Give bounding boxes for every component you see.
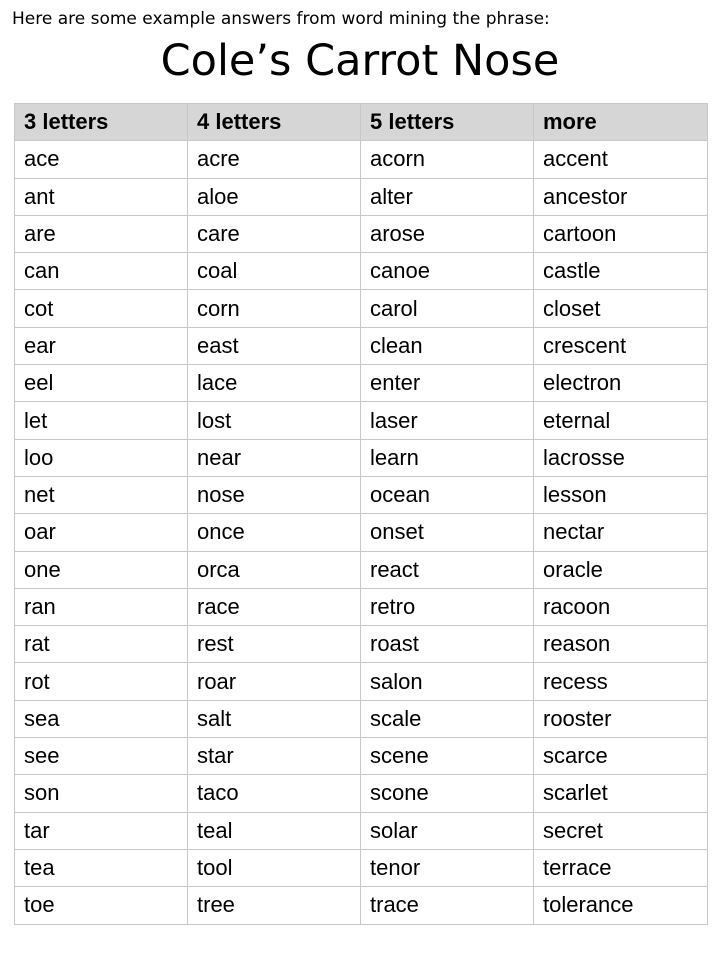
table-cell: reason bbox=[534, 626, 708, 663]
table-cell: aloe bbox=[188, 178, 361, 215]
table-header-row bbox=[15, 104, 708, 141]
table-cell: ant bbox=[15, 178, 188, 215]
table-cell: cartoon bbox=[534, 215, 708, 252]
table-cell: sea bbox=[15, 700, 188, 737]
table-row bbox=[15, 700, 708, 737]
table-cell: trace bbox=[361, 887, 534, 924]
word-table bbox=[14, 103, 708, 925]
table-cell: net bbox=[15, 476, 188, 513]
table-cell: scone bbox=[361, 775, 534, 812]
table-cell: arose bbox=[361, 215, 534, 252]
table-cell: toe bbox=[15, 887, 188, 924]
table-cell: rat bbox=[15, 626, 188, 663]
table-row bbox=[15, 551, 708, 588]
table-cell: tool bbox=[188, 849, 361, 886]
table-cell: let bbox=[15, 402, 188, 439]
table-cell: taco bbox=[188, 775, 361, 812]
table-row bbox=[15, 849, 708, 886]
table-cell: solar bbox=[361, 812, 534, 849]
table-cell: ace bbox=[15, 141, 188, 178]
table-cell: scarce bbox=[534, 738, 708, 775]
table-row bbox=[15, 365, 708, 402]
table-body bbox=[15, 141, 708, 924]
table-cell: coal bbox=[188, 253, 361, 290]
table-cell: tar bbox=[15, 812, 188, 849]
table-cell: tolerance bbox=[534, 887, 708, 924]
table-row bbox=[15, 514, 708, 551]
table-cell: tenor bbox=[361, 849, 534, 886]
table-cell: cot bbox=[15, 290, 188, 327]
table-cell: learn bbox=[361, 439, 534, 476]
table-cell: roast bbox=[361, 626, 534, 663]
table-cell: star bbox=[188, 738, 361, 775]
table-cell: scarlet bbox=[534, 775, 708, 812]
table-cell: nose bbox=[188, 476, 361, 513]
table-cell: lace bbox=[188, 365, 361, 402]
page-title: Cole’s Carrot Nose bbox=[160, 36, 560, 86]
table-cell: acre bbox=[188, 141, 361, 178]
table-cell: are bbox=[15, 215, 188, 252]
table-cell: canoe bbox=[361, 253, 534, 290]
table-row bbox=[15, 812, 708, 849]
table-cell: react bbox=[361, 551, 534, 588]
table-row bbox=[15, 178, 708, 215]
table-cell: nectar bbox=[534, 514, 708, 551]
table-cell: scale bbox=[361, 700, 534, 737]
table-cell: roar bbox=[188, 663, 361, 700]
col-4-letters-header: 4 letters bbox=[188, 104, 361, 141]
table-cell: acorn bbox=[361, 141, 534, 178]
table-cell: laser bbox=[361, 402, 534, 439]
col-more-header: more bbox=[534, 104, 708, 141]
table-row bbox=[15, 327, 708, 364]
table-cell: salon bbox=[361, 663, 534, 700]
table-row bbox=[15, 588, 708, 625]
table-cell: orca bbox=[188, 551, 361, 588]
table-cell: ear bbox=[15, 327, 188, 364]
table-cell: onset bbox=[361, 514, 534, 551]
table-cell: near bbox=[188, 439, 361, 476]
table-cell: crescent bbox=[534, 327, 708, 364]
table-cell: lacrosse bbox=[534, 439, 708, 476]
table-cell: enter bbox=[361, 365, 534, 402]
table-cell: can bbox=[15, 253, 188, 290]
table-cell: terrace bbox=[534, 849, 708, 886]
table-row bbox=[15, 439, 708, 476]
table-row bbox=[15, 141, 708, 178]
col-3-letters-header: 3 letters bbox=[15, 104, 188, 141]
table-row bbox=[15, 290, 708, 327]
table-cell: lost bbox=[188, 402, 361, 439]
table-cell: eel bbox=[15, 365, 188, 402]
table-cell: care bbox=[188, 215, 361, 252]
table-cell: electron bbox=[534, 365, 708, 402]
table-cell: recess bbox=[534, 663, 708, 700]
table-cell: oracle bbox=[534, 551, 708, 588]
table-cell: clean bbox=[361, 327, 534, 364]
table-cell: eternal bbox=[534, 402, 708, 439]
col-5-letters-header: 5 letters bbox=[361, 104, 534, 141]
table-cell: closet bbox=[534, 290, 708, 327]
table-cell: tree bbox=[188, 887, 361, 924]
table-cell: retro bbox=[361, 588, 534, 625]
table-row bbox=[15, 738, 708, 775]
table-cell: once bbox=[188, 514, 361, 551]
intro-text: Here are some example answers from word mining the phrase: bbox=[12, 9, 550, 29]
table-cell: son bbox=[15, 775, 188, 812]
table-cell: teal bbox=[188, 812, 361, 849]
table-row bbox=[15, 775, 708, 812]
table-cell: tea bbox=[15, 849, 188, 886]
table-cell: corn bbox=[188, 290, 361, 327]
table-cell: castle bbox=[534, 253, 708, 290]
table-cell: salt bbox=[188, 700, 361, 737]
table-row bbox=[15, 215, 708, 252]
table-cell: rest bbox=[188, 626, 361, 663]
table-cell: alter bbox=[361, 178, 534, 215]
table-row bbox=[15, 663, 708, 700]
table-cell: secret bbox=[534, 812, 708, 849]
table-row bbox=[15, 887, 708, 924]
table-cell: rot bbox=[15, 663, 188, 700]
table-cell: racoon bbox=[534, 588, 708, 625]
table-cell: lesson bbox=[534, 476, 708, 513]
table-cell: oar bbox=[15, 514, 188, 551]
table-cell: ancestor bbox=[534, 178, 708, 215]
table-row bbox=[15, 476, 708, 513]
table-row bbox=[15, 626, 708, 663]
table-row bbox=[15, 402, 708, 439]
table-cell: see bbox=[15, 738, 188, 775]
table-cell: rooster bbox=[534, 700, 708, 737]
table-cell: loo bbox=[15, 439, 188, 476]
table-cell: one bbox=[15, 551, 188, 588]
table-cell: east bbox=[188, 327, 361, 364]
table-cell: ocean bbox=[361, 476, 534, 513]
table-cell: ran bbox=[15, 588, 188, 625]
table-row bbox=[15, 253, 708, 290]
table-cell: accent bbox=[534, 141, 708, 178]
table-cell: carol bbox=[361, 290, 534, 327]
table-cell: race bbox=[188, 588, 361, 625]
table-cell: scene bbox=[361, 738, 534, 775]
